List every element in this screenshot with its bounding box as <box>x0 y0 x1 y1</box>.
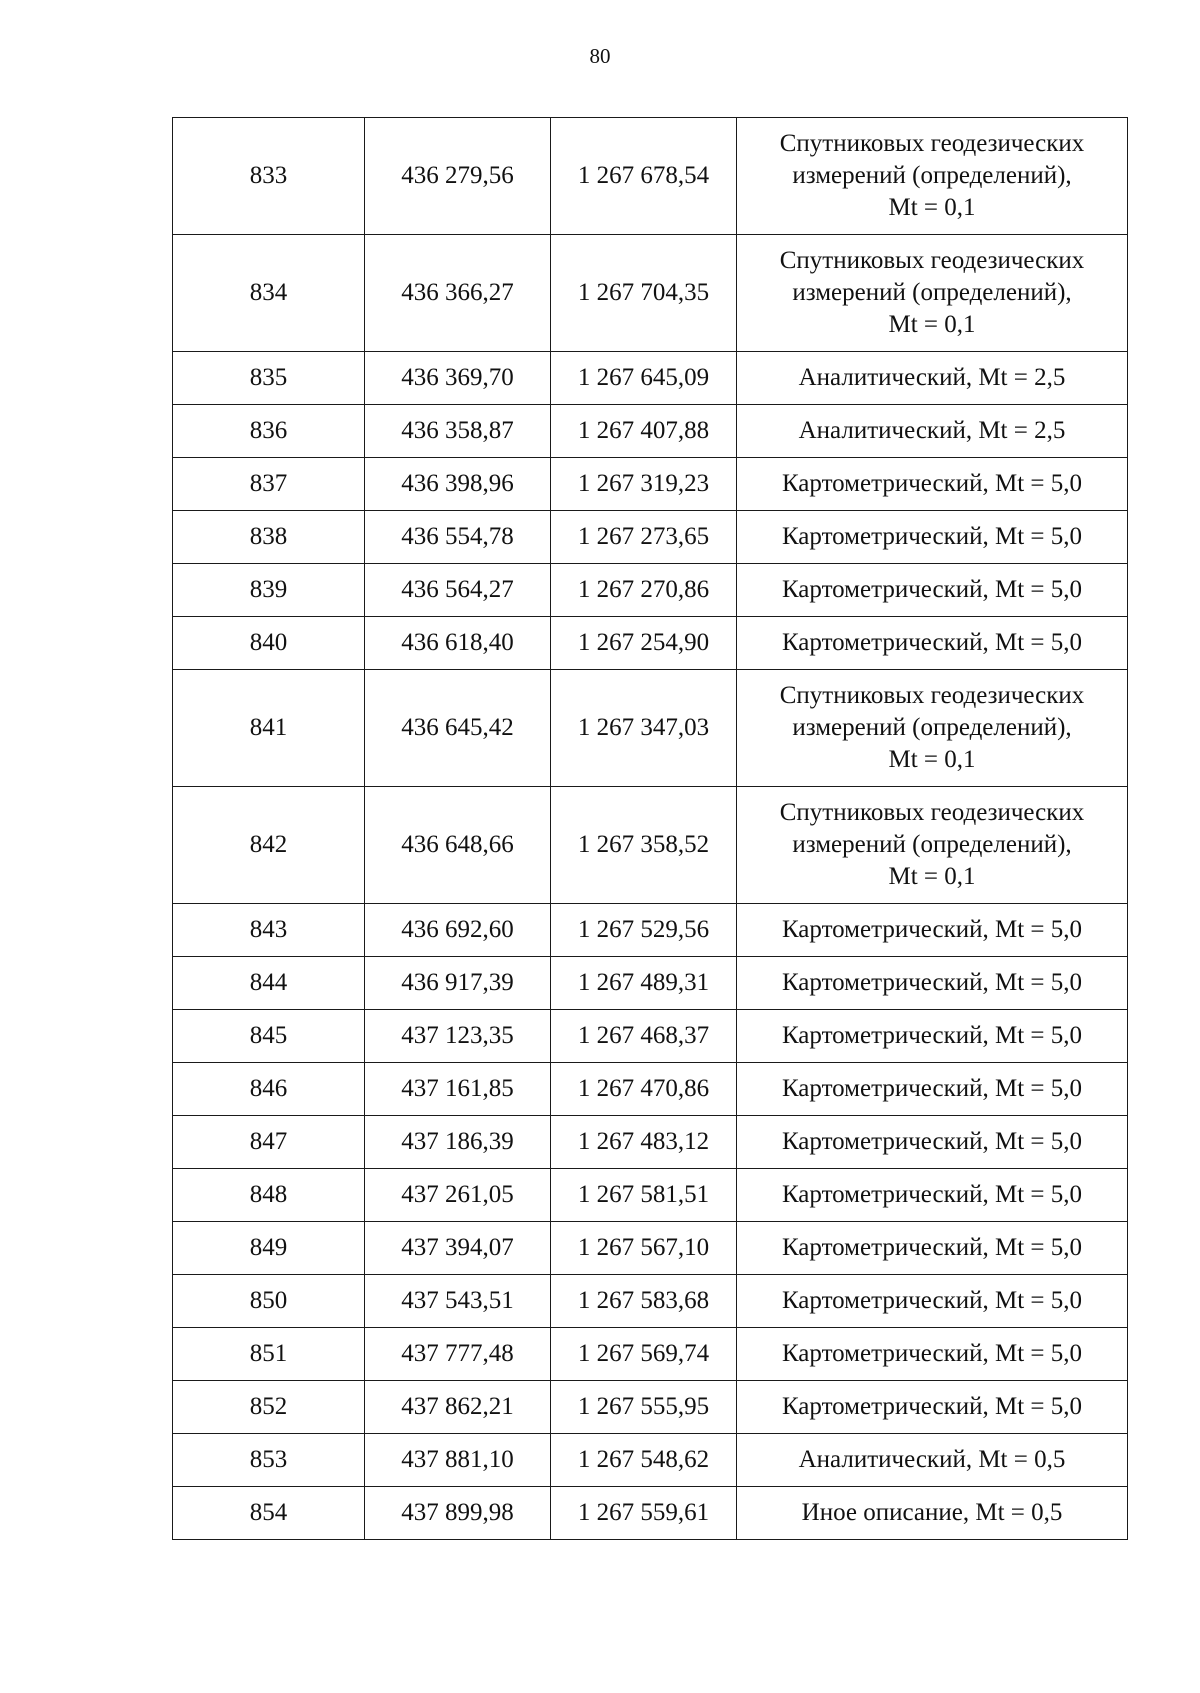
method-cell: Картометрический, Mt = 5,0 <box>737 511 1128 564</box>
point-number-cell: 849 <box>173 1222 365 1275</box>
table-row <box>173 564 1128 617</box>
y-coordinate-cell: 1 267 483,12 <box>551 1116 737 1169</box>
point-number-cell: 840 <box>173 617 365 670</box>
y-coordinate-cell: 1 267 529,56 <box>551 904 737 957</box>
method-cell: Картометрический, Mt = 5,0 <box>737 957 1128 1010</box>
table-row <box>173 1063 1128 1116</box>
method-cell: Картометрический, Mt = 5,0 <box>737 1063 1128 1116</box>
method-cell: Спутниковых геодезических измерений (определений), Mt = 0,1 <box>737 670 1128 787</box>
table-row <box>173 511 1128 564</box>
table-row <box>173 670 1128 787</box>
method-cell: Аналитический, Mt = 2,5 <box>737 352 1128 405</box>
table-row <box>173 1381 1128 1434</box>
table-row <box>173 458 1128 511</box>
x-coordinate-cell: 437 186,39 <box>365 1116 551 1169</box>
table-row <box>173 352 1128 405</box>
y-coordinate-cell: 1 267 347,03 <box>551 670 737 787</box>
x-coordinate-cell: 436 366,27 <box>365 235 551 352</box>
x-coordinate-cell: 436 618,40 <box>365 617 551 670</box>
table-row <box>173 1328 1128 1381</box>
point-number-cell: 838 <box>173 511 365 564</box>
table-row <box>173 617 1128 670</box>
x-coordinate-cell: 437 161,85 <box>365 1063 551 1116</box>
method-cell: Аналитический, Mt = 0,5 <box>737 1434 1128 1487</box>
y-coordinate-cell: 1 267 567,10 <box>551 1222 737 1275</box>
table-row <box>173 118 1128 235</box>
y-coordinate-cell: 1 267 581,51 <box>551 1169 737 1222</box>
x-coordinate-cell: 436 648,66 <box>365 787 551 904</box>
x-coordinate-cell: 437 394,07 <box>365 1222 551 1275</box>
x-coordinate-cell: 437 777,48 <box>365 1328 551 1381</box>
table-row <box>173 1116 1128 1169</box>
y-coordinate-cell: 1 267 704,35 <box>551 235 737 352</box>
y-coordinate-cell: 1 267 583,68 <box>551 1275 737 1328</box>
point-number-cell: 835 <box>173 352 365 405</box>
y-coordinate-cell: 1 267 555,95 <box>551 1381 737 1434</box>
point-number-cell: 854 <box>173 1487 365 1540</box>
y-coordinate-cell: 1 267 678,54 <box>551 118 737 235</box>
method-cell: Картометрический, Mt = 5,0 <box>737 1275 1128 1328</box>
method-cell: Аналитический, Mt = 2,5 <box>737 405 1128 458</box>
table-row <box>173 1169 1128 1222</box>
method-cell: Картометрический, Mt = 5,0 <box>737 904 1128 957</box>
table-row <box>173 1222 1128 1275</box>
point-number-cell: 836 <box>173 405 365 458</box>
table-row <box>173 1010 1128 1063</box>
y-coordinate-cell: 1 267 254,90 <box>551 617 737 670</box>
point-number-cell: 850 <box>173 1275 365 1328</box>
point-number-cell: 843 <box>173 904 365 957</box>
method-cell: Картометрический, Mt = 5,0 <box>737 1169 1128 1222</box>
x-coordinate-cell: 436 917,39 <box>365 957 551 1010</box>
x-coordinate-cell: 436 358,87 <box>365 405 551 458</box>
method-cell: Спутниковых геодезических измерений (определений), Mt = 0,1 <box>737 787 1128 904</box>
y-coordinate-cell: 1 267 489,31 <box>551 957 737 1010</box>
point-number-cell: 853 <box>173 1434 365 1487</box>
x-coordinate-cell: 436 692,60 <box>365 904 551 957</box>
point-number-cell: 844 <box>173 957 365 1010</box>
y-coordinate-cell: 1 267 273,65 <box>551 511 737 564</box>
x-coordinate-cell: 436 554,78 <box>365 511 551 564</box>
y-coordinate-cell: 1 267 548,62 <box>551 1434 737 1487</box>
method-cell: Картометрический, Mt = 5,0 <box>737 564 1128 617</box>
method-cell: Картометрический, Mt = 5,0 <box>737 458 1128 511</box>
table-row <box>173 957 1128 1010</box>
point-number-cell: 848 <box>173 1169 365 1222</box>
page-number: 80 <box>589 44 611 68</box>
method-cell: Картометрический, Mt = 5,0 <box>737 1328 1128 1381</box>
x-coordinate-cell: 436 645,42 <box>365 670 551 787</box>
table-row <box>173 405 1128 458</box>
point-number-cell: 851 <box>173 1328 365 1381</box>
coordinates-table-body <box>173 118 1128 1540</box>
x-coordinate-cell: 437 543,51 <box>365 1275 551 1328</box>
table-row <box>173 235 1128 352</box>
method-cell: Картометрический, Mt = 5,0 <box>737 617 1128 670</box>
x-coordinate-cell: 437 862,21 <box>365 1381 551 1434</box>
y-coordinate-cell: 1 267 569,74 <box>551 1328 737 1381</box>
point-number-cell: 842 <box>173 787 365 904</box>
point-number-cell: 847 <box>173 1116 365 1169</box>
y-coordinate-cell: 1 267 358,52 <box>551 787 737 904</box>
method-cell: Спутниковых геодезических измерений (определений), Mt = 0,1 <box>737 235 1128 352</box>
x-coordinate-cell: 437 123,35 <box>365 1010 551 1063</box>
point-number-cell: 839 <box>173 564 365 617</box>
y-coordinate-cell: 1 267 407,88 <box>551 405 737 458</box>
x-coordinate-cell: 437 899,98 <box>365 1487 551 1540</box>
x-coordinate-cell: 437 881,10 <box>365 1434 551 1487</box>
method-cell: Картометрический, Mt = 5,0 <box>737 1222 1128 1275</box>
x-coordinate-cell: 436 398,96 <box>365 458 551 511</box>
method-cell: Картометрический, Mt = 5,0 <box>737 1381 1128 1434</box>
point-number-cell: 841 <box>173 670 365 787</box>
y-coordinate-cell: 1 267 319,23 <box>551 458 737 511</box>
y-coordinate-cell: 1 267 559,61 <box>551 1487 737 1540</box>
method-cell: Картометрический, Mt = 5,0 <box>737 1010 1128 1063</box>
y-coordinate-cell: 1 267 468,37 <box>551 1010 737 1063</box>
coordinates-table <box>172 117 1128 1540</box>
table-row <box>173 1434 1128 1487</box>
table-row <box>173 1487 1128 1540</box>
table-row <box>173 787 1128 904</box>
point-number-cell: 845 <box>173 1010 365 1063</box>
x-coordinate-cell: 436 369,70 <box>365 352 551 405</box>
point-number-cell: 846 <box>173 1063 365 1116</box>
method-cell: Картометрический, Mt = 5,0 <box>737 1116 1128 1169</box>
x-coordinate-cell: 436 279,56 <box>365 118 551 235</box>
table-row <box>173 1275 1128 1328</box>
point-number-cell: 852 <box>173 1381 365 1434</box>
x-coordinate-cell: 436 564,27 <box>365 564 551 617</box>
y-coordinate-cell: 1 267 270,86 <box>551 564 737 617</box>
point-number-cell: 834 <box>173 235 365 352</box>
table-row <box>173 904 1128 957</box>
point-number-cell: 833 <box>173 118 365 235</box>
x-coordinate-cell: 437 261,05 <box>365 1169 551 1222</box>
y-coordinate-cell: 1 267 645,09 <box>551 352 737 405</box>
method-cell: Иное описание, Mt = 0,5 <box>737 1487 1128 1540</box>
method-cell: Спутниковых геодезических измерений (определений), Mt = 0,1 <box>737 118 1128 235</box>
y-coordinate-cell: 1 267 470,86 <box>551 1063 737 1116</box>
point-number-cell: 837 <box>173 458 365 511</box>
